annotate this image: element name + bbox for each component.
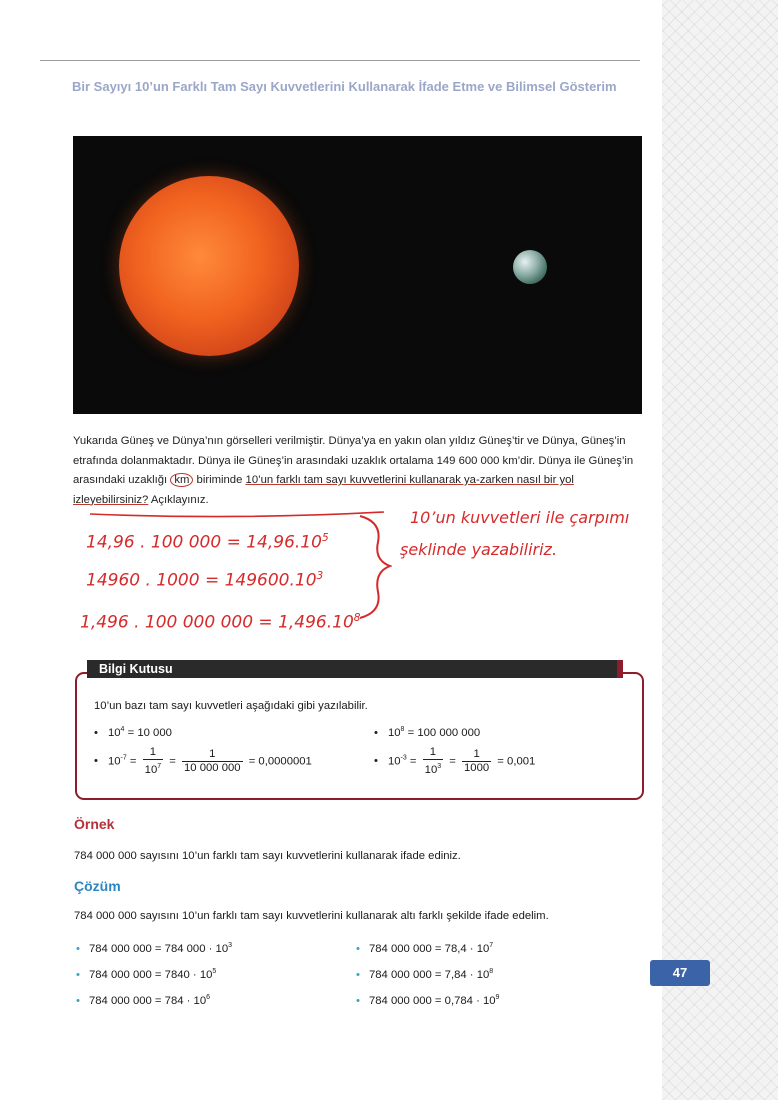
fraction-den-exponent: 7 xyxy=(157,763,162,770)
info-bullet-3: • $10^{-7}$ = $\frac{1}{10^7}$ = $\frac{1}{10 000 000}$ = 0,0000001 xyxy=(94,746,312,776)
fraction xyxy=(462,748,491,775)
sun-image xyxy=(119,176,299,356)
bullet-dot: • xyxy=(94,726,98,739)
fraction-numerator: 1 xyxy=(182,748,243,762)
power-base: 10 xyxy=(387,755,401,768)
bullet-dot: • xyxy=(374,755,378,768)
handwritten-exponent: 3 xyxy=(316,570,324,582)
fraction-den-base: 10 xyxy=(424,763,438,776)
solution-exponent: 3 xyxy=(228,942,233,949)
paragraph-text: Yukarıda Güneş ve Dünya’nın görselleri verilmiştir. Dünya’ya en yakın olan yıldız Güneş’tir ve Dünya, Güneş’in etrafında dolanmaktadır. Dünya ile Güneş’in arasındaki uzaklık ortalama 149 600 000 km’dir. Dünya ile Güneş’in arasındaki uzaklığı xyxy=(73,435,634,486)
solution-expr: 784 000 000 = 784 000 · 10 xyxy=(88,942,229,955)
handwritten-line-1 xyxy=(86,532,329,553)
solution-item xyxy=(356,942,493,955)
solution-exponent: 9 xyxy=(495,994,500,1001)
bullet-dot: • xyxy=(76,994,80,1007)
power-value: = 0,001 xyxy=(494,755,536,768)
power-exponent: 4 xyxy=(120,726,125,733)
solution-item xyxy=(76,994,210,1007)
page-number: 47 xyxy=(650,960,710,986)
fraction-den-exponent: 3 xyxy=(437,763,442,770)
fraction-denominator xyxy=(143,760,163,777)
fraction-denominator xyxy=(423,760,443,777)
fraction-den-base: 10 xyxy=(144,763,158,776)
handwritten-exponent: 5 xyxy=(321,532,329,544)
bullet-dot: • xyxy=(374,726,378,739)
handwritten-note-2: şeklinde yazabiliriz. xyxy=(400,540,558,559)
solution-exponent: 5 xyxy=(212,968,217,975)
solution-exponent: 7 xyxy=(489,942,494,949)
handwritten-line-2 xyxy=(86,570,323,591)
info-bullet-4: • $10^{-3}$ = $\frac{1}{10^3}$ = $\frac{1}{1000}$ = 0,001 xyxy=(374,746,536,776)
solution-item xyxy=(76,968,216,981)
power-base: 10 xyxy=(107,755,121,768)
power-value: = 10 000 xyxy=(124,726,172,739)
example-question: 784 000 000 sayısını 10’un farklı tam sayı kuvvetlerini kullanarak ifade ediniz. xyxy=(74,850,461,862)
bullet-dot: • xyxy=(76,942,80,955)
power-exponent: -7 xyxy=(120,754,127,762)
bullet-dot: • xyxy=(356,994,360,1007)
handwritten-line-3 xyxy=(80,612,361,633)
solution-exponent: 6 xyxy=(206,994,211,1001)
fraction-denominator: 10 000 000 xyxy=(184,761,241,774)
solution-exponent: 8 xyxy=(489,968,494,975)
handwritten-expr: 14,96 . 100 000 = 14,96.10 xyxy=(86,532,322,553)
fraction-numerator: 1 xyxy=(462,748,491,762)
fraction-numerator: 1 xyxy=(143,746,163,760)
power-value: = 0,0000001 xyxy=(245,755,312,768)
power-exponent: 8 xyxy=(400,726,405,733)
handwritten-expr: 14960 . 1000 = 149600.10 xyxy=(86,570,317,591)
solution-intro: 784 000 000 sayısını 10’un farklı tam sayı kuvvetlerini kullanarak altı farklı şekilde ifade edelim. xyxy=(74,910,549,922)
power-base: 10 xyxy=(387,726,401,739)
fraction-numerator: 1 xyxy=(423,746,443,760)
page-edge-pattern xyxy=(662,0,778,1100)
bullet-dot: • xyxy=(76,968,80,981)
top-rule xyxy=(40,60,640,61)
handwritten-brace xyxy=(352,512,392,622)
intro-paragraph xyxy=(73,432,645,510)
solution-item xyxy=(356,968,493,981)
section-heading: Bir Sayıyı 10’un Farklı Tam Sayı Kuvvetlerini Kullanarak İfade Etme ve Bilimsel Gösterim xyxy=(72,79,617,94)
power-value: = 100 000 000 xyxy=(404,726,481,739)
km-circled: km xyxy=(170,473,193,487)
bullet-dot: • xyxy=(94,755,98,768)
underlined-question: 10’un farklı tam sayı kuvvetlerini kullanarak ya-zarken nasıl bir yol izleyebilirsiniz? xyxy=(73,474,574,506)
solution-item xyxy=(356,994,499,1007)
fraction xyxy=(143,746,163,777)
solution-label: Çözüm xyxy=(74,878,121,894)
solution-item xyxy=(76,942,232,955)
info-box-title: Bilgi Kutusu xyxy=(87,660,623,678)
bullet-dot: • xyxy=(356,942,360,955)
earth-image xyxy=(513,250,547,284)
power-base: 10 xyxy=(107,726,121,739)
sun-earth-image xyxy=(73,136,642,414)
handwritten-exponent: 8 xyxy=(353,612,361,624)
solution-expr: 784 000 000 = 7840 · 10 xyxy=(88,968,213,981)
example-label: Örnek xyxy=(74,816,115,832)
solution-expr: 784 000 000 = 78,4 · 10 xyxy=(368,942,490,955)
handwritten-underline xyxy=(88,508,388,520)
handwritten-note-1: 10’un kuvvetleri ile çarpımı xyxy=(410,508,630,527)
fraction-denominator: 1000 xyxy=(464,761,490,774)
info-bullet-2 xyxy=(374,726,480,739)
solution-expr: 784 000 000 = 7,84 · 10 xyxy=(368,968,490,981)
info-bullet-1 xyxy=(94,726,172,739)
fraction xyxy=(423,746,443,777)
fraction xyxy=(182,748,243,775)
paragraph-text: Açıklayınız. xyxy=(148,493,209,506)
handwritten-expr: 1,496 . 100 000 000 = 1,496.10 xyxy=(80,612,354,633)
solution-expr: 784 000 000 = 0,784 · 10 xyxy=(368,994,496,1007)
info-box-intro: 10’un bazı tam sayı kuvvetleri aşağıdaki gibi yazılabilir. xyxy=(94,700,368,712)
paragraph-text: biriminde xyxy=(193,474,246,486)
solution-expr: 784 000 000 = 784 · 10 xyxy=(88,994,207,1007)
bullet-dot: • xyxy=(356,968,360,981)
power-exponent: -3 xyxy=(400,754,407,762)
